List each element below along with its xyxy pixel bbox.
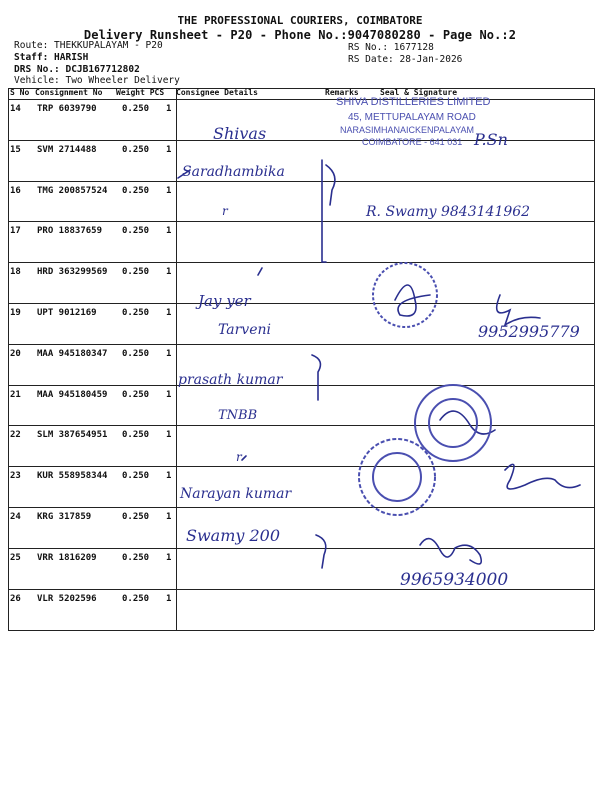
row-pcs: 1 (166, 389, 172, 400)
row-pcs: 1 (166, 104, 172, 114)
handwriting-psn: P.Sn (474, 130, 508, 149)
row-sno: 24 (10, 512, 21, 522)
signature-18 (395, 285, 430, 316)
handwriting-phone-19: 9952995779 (478, 322, 580, 341)
row-pcs: 1 (166, 267, 172, 278)
handwriting-mark-22: r (236, 450, 242, 464)
check-stroke (258, 268, 262, 275)
row-consignment-no: TMG 200857524 (37, 185, 108, 196)
row-consignment-no: PRO 18837659 (37, 226, 103, 237)
handwriting-narayan: Narayan kumar (180, 486, 292, 502)
row-weight: 0.250 (122, 471, 150, 482)
handwriting-saradhambika: Saradhambika (182, 164, 285, 180)
bracket-stroke (326, 165, 335, 205)
round-stamp-21-inner (429, 399, 477, 447)
handwriting-prasath: prasath kumar (178, 372, 283, 388)
column-sno: S No (10, 88, 30, 97)
row-pcs: 1 (166, 471, 172, 482)
vertical-stroke (322, 160, 326, 262)
row-weight: 0.250 (122, 430, 150, 441)
row-weight: 0.250 (122, 144, 150, 155)
row-weight: 0.250 (122, 593, 150, 604)
row-pcs: 1 (166, 185, 172, 196)
row-sno: 21 (10, 389, 21, 400)
route-label: Route: THEKKUPALAYAM - P20 (14, 40, 163, 51)
row-sno: 20 (10, 348, 21, 359)
row-consignment-no: SVM 2714488 (37, 144, 97, 155)
row-sno: 19 (10, 308, 21, 318)
row-consignment-no: TRP 6039790 (37, 104, 97, 114)
bracket-stroke-3 (316, 535, 326, 568)
handwriting-phone-25: 9965934000 (400, 570, 509, 590)
rs-date: RS Date: 28-Jan-2026 (348, 54, 463, 65)
round-stamp-23-inner (373, 453, 421, 501)
signature-21 (440, 411, 495, 434)
row-sno: 17 (10, 226, 21, 237)
row-pcs: 1 (166, 144, 172, 155)
row-weight: 0.250 (122, 104, 150, 114)
column-seal: Seal & Signature (380, 88, 458, 97)
handwriting-shivas: Shivas (213, 124, 267, 143)
signature-25 (420, 539, 481, 564)
row-sno: 25 (10, 552, 21, 563)
bracket-stroke-2 (312, 355, 320, 400)
row-consignment-no: VLR 5202596 (37, 593, 97, 604)
stamp-address-1: 45, METTUPALAYAM ROAD (348, 112, 476, 123)
row-sno: 18 (10, 267, 21, 278)
row-sno: 22 (10, 430, 21, 441)
staff-label: Staff: HARISH (14, 52, 89, 63)
row-consignment-no: VRR 1816209 (37, 552, 97, 563)
row-consignment-no: UPT 9012169 (37, 308, 97, 318)
handwriting-jay-yer: Jay yer (198, 292, 251, 310)
row-pcs: 1 (166, 593, 172, 604)
round-stamp-23 (359, 439, 435, 515)
column-remarks: Remarks (325, 88, 359, 97)
stamp-address-3: COIMBATORE - 641 031 (362, 137, 463, 147)
handwriting-mark-16: r (222, 204, 228, 218)
row-pcs: 1 (166, 226, 172, 237)
column-consignment: Consignment No (35, 88, 103, 97)
row-pcs: 1 (166, 348, 172, 359)
column-consignee: Consignee Details (176, 88, 258, 97)
signature-19 (497, 295, 540, 325)
runsheet-subtitle: Delivery Runsheet - P20 - Phone No.:9047080280 - Page No.:2 (83, 28, 517, 42)
row-sno: 16 (10, 185, 21, 196)
row-pcs: 1 (166, 308, 172, 318)
signature-23 (505, 464, 580, 489)
row-weight: 0.250 (122, 389, 150, 400)
rs-number: RS No.: 1677128 (348, 42, 434, 53)
row-sno: 26 (10, 593, 21, 604)
row-consignment-no: HRD 363299569 (37, 267, 108, 278)
vehicle-label: Vehicle: Two Wheeler Delivery (14, 75, 180, 86)
handwriting-tarveni: Tarveni (218, 322, 271, 338)
stamp-address-2: NARASIMHANAICKENPALAYAM (340, 125, 475, 135)
company-title: THE PROFESSIONAL COURIERS, COIMBATORE (177, 14, 423, 27)
row-pcs: 1 (166, 512, 172, 522)
handwriting-swamy-200: Swamy 200 (186, 526, 281, 545)
stamp-company: SHIVA DISTILLERIES LIMITED (336, 96, 491, 108)
handwriting-tnbb: TNBB (218, 408, 258, 423)
row-consignment-no: SLM 387654951 (37, 430, 108, 441)
column-weight-pcs: Weight PCS (116, 88, 165, 97)
row-weight: 0.250 (122, 512, 150, 522)
row-consignment-no: MAA 945180459 (37, 389, 108, 400)
row-sno: 23 (10, 471, 21, 482)
row-sno: 15 (10, 144, 21, 155)
handwriting-r-swamy: R. Swamy 9843141962 (366, 204, 531, 220)
drs-label: DRS No.: DCJB167712802 (14, 64, 140, 75)
row-consignment-no: KRG 317859 (37, 512, 92, 522)
row-consignment-no: KUR 558958344 (37, 471, 108, 482)
row-weight: 0.250 (122, 552, 150, 563)
row-weight: 0.250 (122, 348, 150, 359)
round-stamp-21 (415, 385, 491, 461)
row-sno: 14 (10, 104, 21, 114)
row-consignment-no: MAA 945180347 (37, 348, 108, 359)
row-weight: 0.250 (122, 185, 150, 196)
check-stroke-2 (242, 456, 246, 460)
row-weight: 0.250 (122, 226, 150, 237)
row-weight: 0.250 (122, 308, 150, 318)
row-pcs: 1 (166, 552, 172, 563)
row-pcs: 1 (166, 430, 172, 441)
row-weight: 0.250 (122, 267, 150, 278)
